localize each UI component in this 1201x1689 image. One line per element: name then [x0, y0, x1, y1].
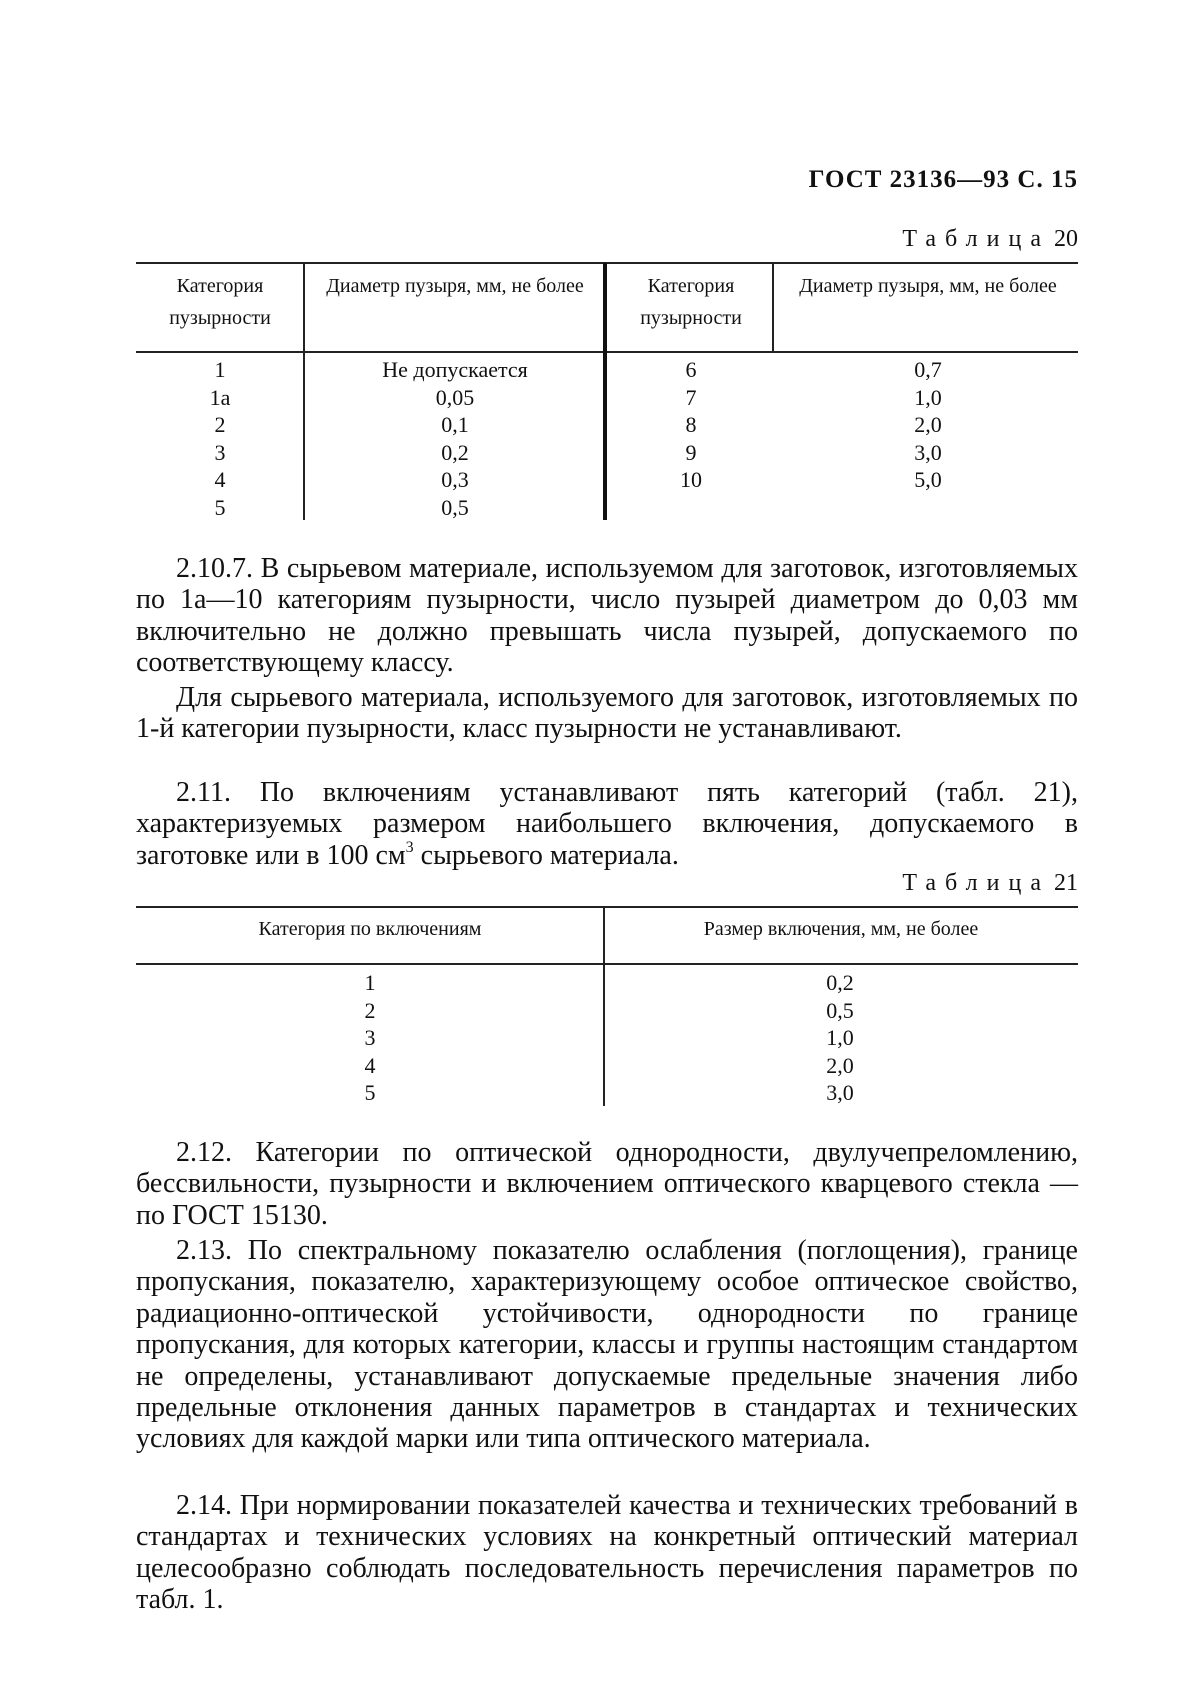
table-cell: 2,0	[914, 412, 942, 437]
paragraph-2-11	[136, 777, 1078, 871]
table-20-top-rule	[136, 262, 1078, 264]
table-20-left-diameters	[325, 356, 585, 521]
table-cell: 6	[685, 357, 697, 382]
table-cell: 1а	[209, 384, 231, 410]
table-caption-number: 20	[1054, 226, 1078, 252]
paragraph-text: Для сырьевого материала, используемого для заготовок, изготовляемых по 1-й категории пузырности, класс пузырности не устанавливают.	[136, 682, 1078, 745]
table-20-col-divider	[772, 263, 774, 351]
table-cell: 0,2	[441, 439, 469, 465]
table-cell: 5	[214, 494, 226, 520]
table-cell: 5,0	[914, 467, 942, 492]
paragraph-2-12	[136, 1137, 1078, 1231]
paragraph-text: сырьевого материала.	[413, 839, 679, 871]
table-20-header-diameter-2: Диаметр пузыря, мм, не более	[799, 275, 1057, 297]
table-20-right-diameters	[798, 356, 1058, 494]
table-20-header-category-2: Категория пузырности	[640, 275, 742, 329]
table-20-center-divider	[603, 263, 607, 520]
paragraph-text: 2.14. При нормировании показателей качества и технических требований в стандартах и технических условиях на конкретный оптический материал целесообразно соблюдать последовательность перечисления параметров по табл. 1.	[136, 1490, 1078, 1616]
table-cell: 3,0	[826, 1080, 854, 1105]
paragraph-text: 2.10.7. В сырьевом материале, используемом для заготовок, изготовляемых по 1а—10 категориям пузырности, число пузырей диаметром до 0,03 мм включительно не должно превышать числа пузырей, допускаемого по соответствующему классу.	[136, 553, 1078, 679]
table-cell: 4	[364, 1052, 376, 1078]
table-20-header-category: Категория пузырности	[169, 275, 271, 329]
table-caption-word: Таблица	[902, 870, 1050, 896]
table-cell: Не допускается	[382, 357, 528, 382]
table-cell: 1,0	[914, 384, 942, 410]
table-21-top-rule	[136, 906, 1078, 908]
table-caption-word: Таблица	[902, 226, 1050, 252]
table-cell: 1,0	[826, 1025, 854, 1050]
paragraph-text: 2.11. По включениям устанавливают пять категорий (табл. 21), характеризуемых размером наибольшего включения, допускаемого в заготовке или в 100 см	[136, 777, 1078, 871]
superscript: 3	[405, 838, 414, 856]
paragraph-text: 2.13. По спектральному показателю ослабления (поглощения), границе пропускания, показателю, характеризующему особое оптическое свойство, радиационно-оптической устойчивости, однородности по границе пропускания, для которых категории, классы и группы настоящим стандартом не определены, устанавливают допускаемые предельные значения либо предельные отклонения данных параметров в стандартах и технических условиях для каждой марки или типа оптического материала.	[136, 1235, 1078, 1455]
table-20-header-rule	[136, 351, 1078, 353]
table-cell: 5	[364, 1080, 376, 1105]
table-cell: 3	[214, 439, 226, 465]
table-cell: 0,7	[914, 357, 942, 382]
table-cell: 10	[680, 467, 702, 492]
table-cell: 7	[685, 384, 697, 410]
table-cell: 0,2	[826, 970, 854, 995]
table-caption-number: 21	[1054, 870, 1078, 896]
table-20-left-categories	[150, 356, 290, 521]
table-20-caption	[902, 226, 1078, 253]
table-21-sizes	[690, 969, 990, 1107]
table-cell: 0,3	[441, 467, 469, 492]
table-20-right-categories	[621, 356, 761, 494]
table-20-header-diameter: Диаметр пузыря, мм, не более	[326, 275, 584, 297]
table-cell: 2	[364, 997, 376, 1023]
table-cell: 2,0	[826, 1052, 854, 1078]
table-21-header-category: Категория по включениям	[258, 918, 482, 940]
table-cell: 1	[364, 970, 376, 995]
table-cell: 4	[214, 467, 226, 492]
paragraph-text: 2.12. Категории по оптической однородности, двулучепреломлению, бессвильности, пузырности и включением оптического кварцевого стекла — по ГОСТ 15130.	[136, 1137, 1078, 1231]
paragraph-2-14	[136, 1490, 1078, 1616]
table-cell: 3	[364, 1025, 376, 1050]
table-cell: 0,5	[826, 997, 854, 1023]
table-21-header-rule	[136, 963, 1078, 965]
table-cell: 3,0	[914, 439, 942, 465]
table-21-col-divider	[603, 907, 605, 1106]
table-cell: 2	[214, 412, 226, 437]
table-cell: 8	[685, 412, 697, 437]
table-20-col-divider	[303, 263, 305, 520]
paragraph-2-13	[136, 1235, 1078, 1455]
paragraph-2-10-7	[136, 553, 1078, 679]
table-cell: 9	[685, 439, 697, 465]
table-cell: 0,05	[435, 384, 475, 410]
table-cell: 0,1	[441, 412, 469, 437]
table-21-caption	[902, 870, 1078, 897]
table-21-header-size: Размер включения, мм, не более	[703, 918, 979, 940]
paragraph-2-10-7-continuation	[136, 682, 1078, 745]
table-cell: 1	[214, 357, 226, 382]
table-cell: 0,5	[441, 494, 469, 520]
page-header: ГОСТ 23136—93 С. 15	[808, 166, 1078, 193]
table-21-categories	[220, 969, 520, 1107]
